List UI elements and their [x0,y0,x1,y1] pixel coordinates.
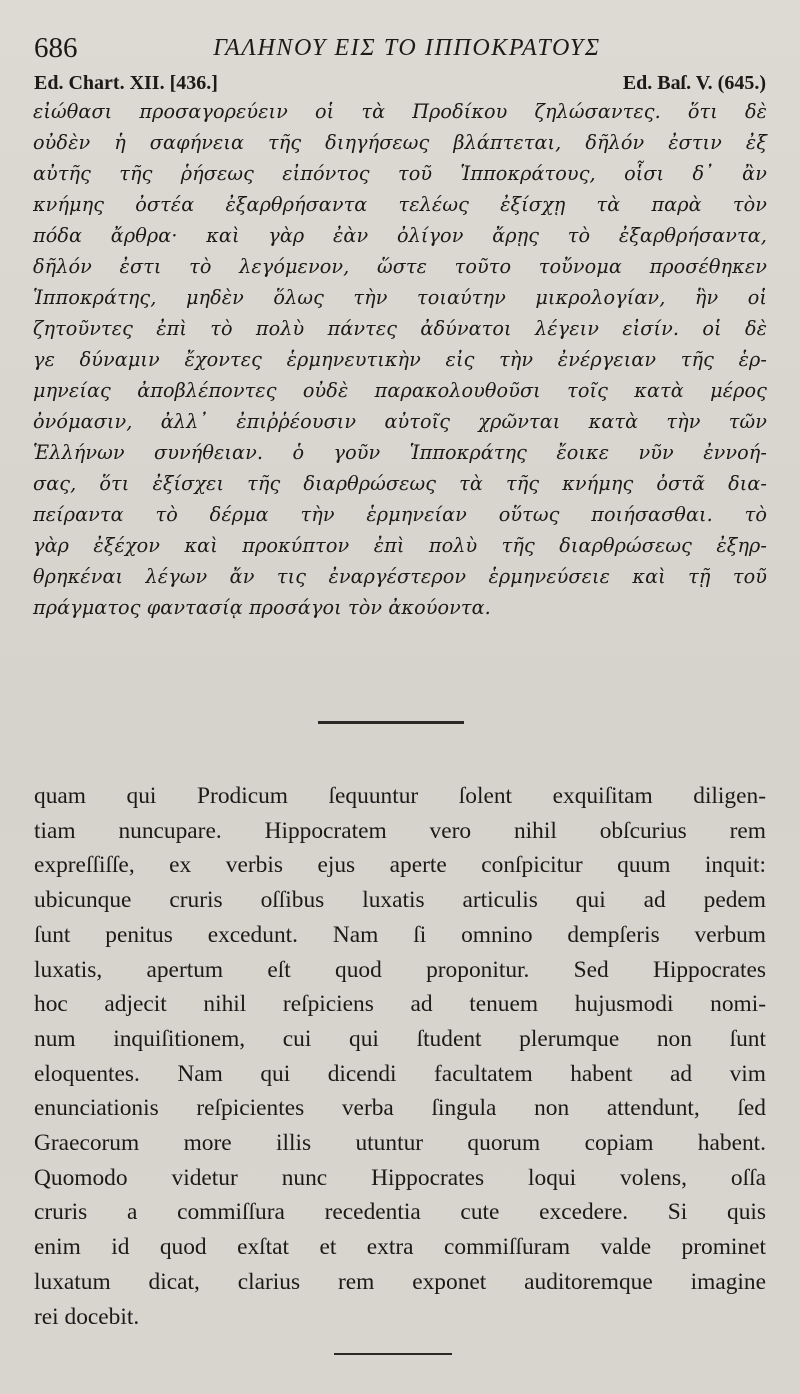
greek-line: αὐτῆς τῆς ῥήσεως εἰπόντος τοῦ Ἱπποκράτους, οἷσι δ᾽ ἂν [33,162,767,185]
latin-line: ubicunque cruris oſſibus luxatis articulis qui ad pedem [34,887,766,914]
greek-line: Ἱπποκράτης, μηδὲν ὅλως τὴν τοιαύτην μικρολογίαν, ἣν οἱ [33,286,767,309]
greek-line: κνήμης ὀστέα ἐξαρθρήσαντα τελέως ἐξίσχῃ τὰ παρὰ τὸν [33,193,767,216]
greek-line: ὀνόμασιν, ἀλλ᾽ ἐπιῤῥέουσιν αὐτοῖς χρῶνται κατὰ τὴν τῶν [33,410,767,433]
latin-line: Graecorum more illis utuntur quorum copiam habent. [34,1130,766,1157]
latin-line: rei docebit. [34,1303,140,1330]
greek-line: δῆλόν ἐστι τὸ λεγόμενον, ὥστε τοῦτο τοὔνομα προσέθηκεν [33,255,767,278]
greek-line: γε δύναμιν ἔχοντες ἑρμηνευτικὴν εἰς τὴν ἐνέργειαν τῆς ἑρ- [33,348,767,371]
latin-line: luxatis, apertum eſt quod proponitur. Sed Hippocrates [34,956,766,983]
latin-line: tiam nuncupare. Hippocratem vero nihil obſcurius rem [34,817,766,844]
page-number: 686 [34,32,78,64]
greek-line: εἰώθασι προσαγορεύειν οἱ τὰ Προδίκου ζηλώσαντες. ὅτι δὲ [33,100,767,123]
greek-line: πόδα ἄρθρα· καὶ γὰρ ἐὰν ὀλίγον ἄρῃς τὸ ἐξαρθρήσαντα, [33,224,767,247]
latin-line: hoc adjecit nihil reſpiciens ad tenuem hujusmodi nomi- [34,991,766,1018]
greek-line: μηνείας ἀποβλέποντες οὐδὲ παρακολουθοῦσι τοῖς κατὰ μέρος [33,379,767,402]
greek-line: πείραντα τὸ δέρμα τὴν ἑρμηνείαν οὕτως ποιήσασθαι. τὸ [33,503,767,526]
greek-line: Ἑλλήνων συνήθειαν. ὁ γοῦν Ἱπποκράτης ἔοικε νῦν ἐννοή- [33,441,767,464]
greek-text-block [33,96,767,623]
greek-line: ζητοῦντες ἐπὶ τὸ πολὺ πάντες ἀδύνατοι λέγειν εἰσίν. οἱ δὲ [33,317,767,340]
latin-line: ſunt penitus excedunt. Nam ſi omnino dempſeris verbum [34,921,766,948]
greek-line: πράγματος φαντασίᾳ προσάγοι τὸν ἀκούοντα. [33,596,491,619]
latin-line: num inquiſitionem, cui qui ſtudent plerumque non ſunt [34,1025,766,1052]
greek-line: θρηκέναι λέγων ἄν τις ἐναργέστερον ἑρμηνεύσειε καὶ τῇ τοῦ [33,565,767,588]
latin-line: cruris a commiſſura recedentia cute excedere. Si quis [34,1199,766,1226]
latin-line: luxatum dicat, clarius rem exponet auditoremque imagine [34,1268,766,1295]
latin-line: Quomodo videtur nunc Hippocrates loqui volens, oſſa [34,1164,766,1191]
latin-line: expreſſiſſe, ex verbis ejus aperte conſpicitur quum inquit: [34,852,766,879]
greek-line: σας, ὅτι ἐξίσχει τῆς διαρθρώσεως τὰ τῆς κνήμης ὀστᾶ δια- [33,472,767,495]
latin-line: eloquentes. Nam qui dicendi facultatem habent ad vim [34,1060,766,1087]
section-divider [318,721,464,724]
running-head: ΓΑΛΗΝΟΥ ΕΙΣ ΤΟ ΙΠΠΟΚΡΑΤΟΥΣ [213,35,601,61]
end-divider [334,1353,452,1355]
latin-line: quam qui Prodicum ſequuntur ſolent exquiſitam diligen- [34,783,766,809]
greek-line: γὰρ ἐξέχον καὶ προκύπτον ἐπὶ πολὺ τῆς διαρθρώσεως ἐξηρ- [33,534,767,557]
edition-basel: Ed. Baſ. V. (645.) [622,72,766,94]
edition-references [34,69,766,97]
page-header [34,30,774,66]
edition-chartier: Ed. Chart. XII. [436.] [34,72,218,94]
latin-text-block [34,779,766,1334]
latin-line: enim id quod exſtat et extra commiſſuram valde prominet [34,1234,766,1261]
latin-line: enunciationis reſpicientes verba ſingula non attendunt, ſed [34,1095,766,1122]
greek-line: οὐδὲν ἡ σαφήνεια τῆς διηγήσεως βλάπτεται, δῆλόν ἐστιν ἐξ [33,131,767,154]
